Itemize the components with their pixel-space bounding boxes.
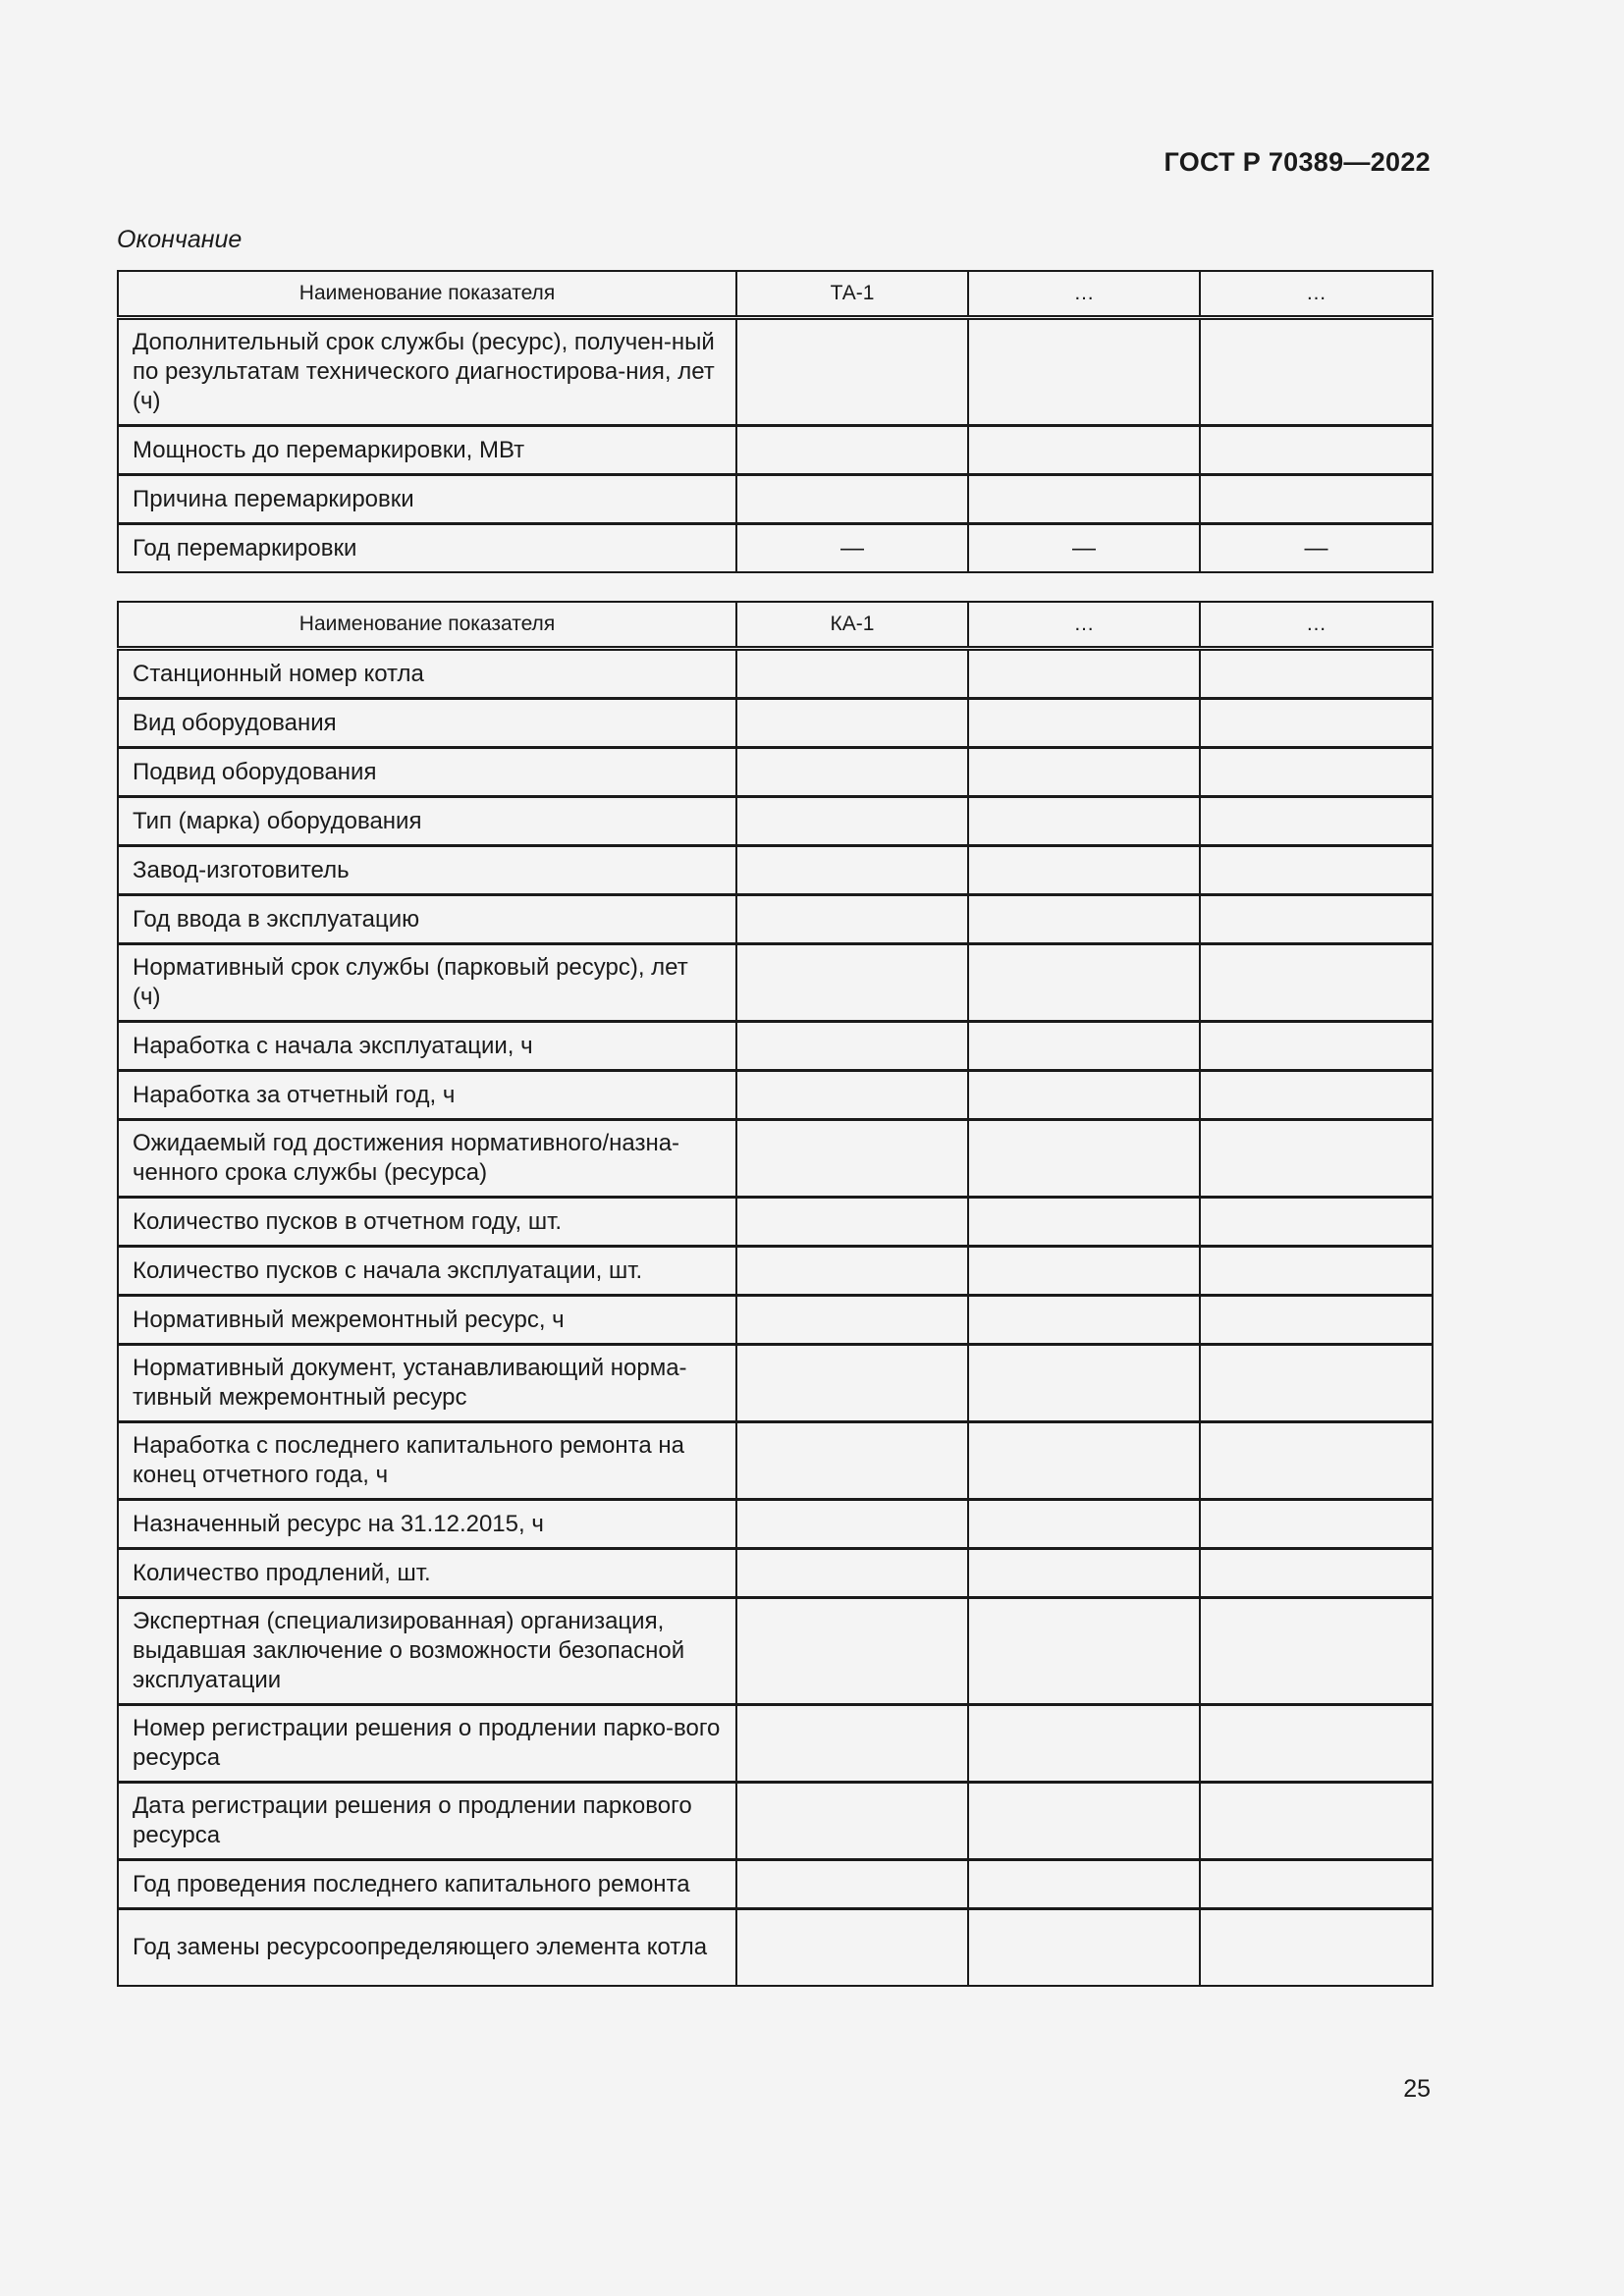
row-value xyxy=(736,1071,968,1120)
row-value xyxy=(968,426,1200,475)
turbine-indicators-table xyxy=(117,270,1434,573)
row-value xyxy=(1200,1909,1433,1987)
table-row xyxy=(118,1909,1433,1987)
row-value xyxy=(968,1247,1200,1296)
row-value xyxy=(736,1500,968,1549)
column-header-ellipsis: … xyxy=(1200,271,1433,318)
row-value xyxy=(1200,797,1433,846)
row-label: Год проведения последнего капитального ремонта xyxy=(118,1860,736,1909)
column-header-unit: ТА-1 xyxy=(736,271,968,318)
row-label: Нормативный срок службы (парковый ресурс), лет (ч) xyxy=(118,944,736,1022)
row-label: Причина перемаркировки xyxy=(118,475,736,524)
row-value xyxy=(1200,846,1433,895)
row-label: Мощность до перемаркировки, МВт xyxy=(118,426,736,475)
row-value: — xyxy=(1200,524,1433,573)
row-value xyxy=(968,1022,1200,1071)
table-row xyxy=(118,944,1433,1022)
row-label: Наработка с начала эксплуатации, ч xyxy=(118,1022,736,1071)
row-value xyxy=(968,1120,1200,1198)
row-value xyxy=(736,1022,968,1071)
row-value xyxy=(968,1783,1200,1860)
row-label: Экспертная (специализированная) организация, выдавшая заключение о возможности безопасной эксплуатации xyxy=(118,1598,736,1705)
row-value xyxy=(968,1345,1200,1422)
row-label: Год ввода в эксплуатацию xyxy=(118,895,736,944)
table-row xyxy=(118,426,1433,475)
row-value xyxy=(1200,1500,1433,1549)
table-row xyxy=(118,1705,1433,1783)
row-value xyxy=(1200,1296,1433,1345)
row-value xyxy=(1200,1549,1433,1598)
table-row xyxy=(118,748,1433,797)
row-value xyxy=(1200,426,1433,475)
table-header-row xyxy=(118,271,1433,318)
row-value xyxy=(736,1705,968,1783)
row-value xyxy=(968,895,1200,944)
row-value xyxy=(1200,1071,1433,1120)
row-label: Количество пусков в отчетном году, шт. xyxy=(118,1198,736,1247)
row-label: Вид оборудования xyxy=(118,699,736,748)
row-value: — xyxy=(968,524,1200,573)
row-value xyxy=(736,649,968,699)
row-label: Наработка за отчетный год, ч xyxy=(118,1071,736,1120)
boiler-indicators-table xyxy=(117,601,1434,1987)
row-value xyxy=(736,748,968,797)
table-row xyxy=(118,1022,1433,1071)
table-row xyxy=(118,1296,1433,1345)
table-row xyxy=(118,1247,1433,1296)
continuation-label: Окончание xyxy=(117,226,243,253)
row-label: Ожидаемый год достижения нормативного/назна-ченного срока службы (ресурса) xyxy=(118,1120,736,1198)
row-value xyxy=(736,1120,968,1198)
column-header-indicator: Наименование показателя xyxy=(118,602,736,649)
row-value xyxy=(736,1909,968,1987)
row-label: Дата регистрации решения о продлении паркового ресурса xyxy=(118,1783,736,1860)
table-row xyxy=(118,1198,1433,1247)
row-label: Количество продлений, шт. xyxy=(118,1549,736,1598)
row-value xyxy=(1200,1705,1433,1783)
row-value xyxy=(968,1198,1200,1247)
table-row xyxy=(118,797,1433,846)
table-row xyxy=(118,846,1433,895)
row-value xyxy=(736,1549,968,1598)
table-row xyxy=(118,1860,1433,1909)
row-value xyxy=(736,426,968,475)
row-value xyxy=(1200,699,1433,748)
row-label: Дополнительный срок службы (ресурс), получен-ный по результатам технического диагностирова-ния, лет (ч) xyxy=(118,318,736,426)
table-row xyxy=(118,1120,1433,1198)
row-value xyxy=(736,699,968,748)
column-header-ellipsis: … xyxy=(968,602,1200,649)
row-value xyxy=(736,1783,968,1860)
row-value xyxy=(736,1598,968,1705)
row-value xyxy=(1200,1598,1433,1705)
row-value xyxy=(736,797,968,846)
table-row xyxy=(118,1071,1433,1120)
row-label: Год замены ресурсоопределяющего элемента котла xyxy=(118,1909,736,1987)
row-value xyxy=(736,1296,968,1345)
row-value xyxy=(736,944,968,1022)
row-value xyxy=(1200,1247,1433,1296)
table-header-row xyxy=(118,602,1433,649)
row-value xyxy=(736,1247,968,1296)
table-row xyxy=(118,1422,1433,1500)
row-label: Нормативный межремонтный ресурс, ч xyxy=(118,1296,736,1345)
row-value xyxy=(1200,1860,1433,1909)
row-value xyxy=(968,846,1200,895)
row-value xyxy=(736,1198,968,1247)
row-label: Год перемаркировки xyxy=(118,524,736,573)
row-value: — xyxy=(736,524,968,573)
table-row xyxy=(118,895,1433,944)
row-value xyxy=(968,1860,1200,1909)
column-header-ellipsis: … xyxy=(1200,602,1433,649)
row-value xyxy=(968,1071,1200,1120)
row-value xyxy=(968,1500,1200,1549)
row-label: Станционный номер котла xyxy=(118,649,736,699)
row-value xyxy=(968,944,1200,1022)
table-row xyxy=(118,699,1433,748)
table-row xyxy=(118,649,1433,699)
table-row xyxy=(118,475,1433,524)
row-value xyxy=(1200,649,1433,699)
row-value xyxy=(968,1549,1200,1598)
row-label: Назначенный ресурс на 31.12.2015, ч xyxy=(118,1500,736,1549)
row-value xyxy=(1200,1198,1433,1247)
row-value xyxy=(1200,1345,1433,1422)
row-value xyxy=(968,649,1200,699)
row-value xyxy=(1200,1422,1433,1500)
row-value xyxy=(968,748,1200,797)
row-value xyxy=(968,1422,1200,1500)
row-value xyxy=(968,1296,1200,1345)
row-value xyxy=(1200,895,1433,944)
row-value xyxy=(1200,1120,1433,1198)
row-value xyxy=(968,318,1200,426)
row-label: Нормативный документ, устанавливающий норма-тивный межремонтный ресурс xyxy=(118,1345,736,1422)
row-value xyxy=(1200,944,1433,1022)
row-value xyxy=(1200,748,1433,797)
row-value xyxy=(736,895,968,944)
row-value xyxy=(968,699,1200,748)
row-value xyxy=(736,1345,968,1422)
row-label: Подвид оборудования xyxy=(118,748,736,797)
row-value xyxy=(1200,318,1433,426)
row-value xyxy=(1200,1022,1433,1071)
row-label: Номер регистрации решения о продлении парко-вого ресурса xyxy=(118,1705,736,1783)
row-value xyxy=(968,475,1200,524)
row-value xyxy=(736,1860,968,1909)
column-header-indicator: Наименование показателя xyxy=(118,271,736,318)
row-value xyxy=(1200,475,1433,524)
row-value xyxy=(968,1598,1200,1705)
column-header-ellipsis: … xyxy=(968,271,1200,318)
row-value xyxy=(736,318,968,426)
table-row xyxy=(118,1598,1433,1705)
page-number: 25 xyxy=(1403,2075,1431,2103)
row-label: Количество пусков с начала эксплуатации, шт. xyxy=(118,1247,736,1296)
table-row xyxy=(118,1783,1433,1860)
table-row xyxy=(118,318,1433,426)
table-row xyxy=(118,1500,1433,1549)
row-label: Тип (марка) оборудования xyxy=(118,797,736,846)
row-label: Наработка с последнего капитального ремонта на конец отчетного года, ч xyxy=(118,1422,736,1500)
document-code: ГОСТ Р 70389—2022 xyxy=(1164,147,1431,177)
row-value xyxy=(1200,1783,1433,1860)
row-value xyxy=(968,1909,1200,1987)
row-value xyxy=(736,1422,968,1500)
table-row xyxy=(118,1549,1433,1598)
column-header-unit: КА-1 xyxy=(736,602,968,649)
table-row xyxy=(118,1345,1433,1422)
table-row xyxy=(118,524,1433,573)
row-value xyxy=(736,846,968,895)
row-value xyxy=(968,797,1200,846)
row-value xyxy=(736,475,968,524)
row-value xyxy=(968,1705,1200,1783)
row-label: Завод-изготовитель xyxy=(118,846,736,895)
